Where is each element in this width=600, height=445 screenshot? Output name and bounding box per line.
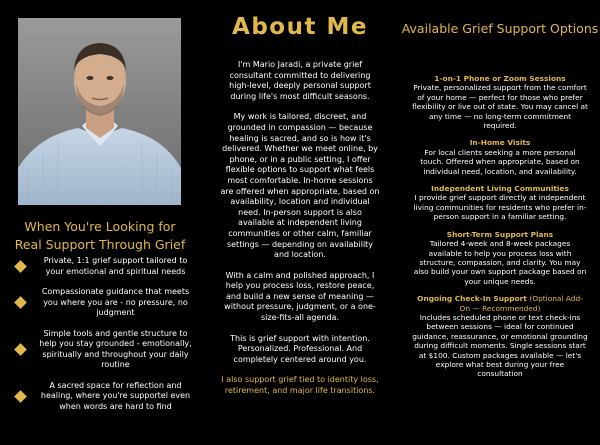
option-item <box>412 184 588 222</box>
benefits-list <box>14 256 196 422</box>
options-heading: Available Grief Support Options <box>401 21 599 36</box>
option-subtitle: (Optional Add-On — Recommended) <box>459 294 583 313</box>
middle-column <box>200 0 400 445</box>
option-text: I provide grief support directly at independent living communities for residents who prefer in-person support in a familiar setting. <box>413 193 587 222</box>
about-paragraph: With a calm and polished approach, I help you process loss, restore peace, and build a new sense of meaning — without pressure, judgment, or a one-size-fits-all agenda. <box>224 270 376 323</box>
about-paragraph: My work is tailored, discreet, and grounded in compassion — because healing is sacred, and so is how it's delivered. Whether we meet online, by phone, or in a public setting, I offer flexible options to support what feels most comfortable. In-home sessions are offered when appropriate, based on availability, location and individual need. In-person support is also available at independent living communities or other calm, familiar settings — depending on availability and location. <box>220 112 380 260</box>
option-text: Includes scheduled phone or text check-ins between sessions — ideal for continued guidance, reassurance, or emotional grounding during difficult moments. Single sessions start at $100. Custom packages available — let's explore what best during your free consultation <box>412 312 588 379</box>
option-item <box>412 138 588 176</box>
option-text: Private, personalized support from the comfort of your home — perfect for those who prefer flexibility or live out of state. You may cancel at any time — no long-term commitment required. <box>412 83 588 131</box>
about-closing: I also support grief tied to identity loss, retirement, and major life transitions. <box>221 375 379 396</box>
about-heading: About Me <box>232 14 368 40</box>
list-item-text: Compassionate guidance that meets you where you are - no pressure, no judgment <box>41 287 190 317</box>
option-title: Short-Term Support Plans <box>446 229 554 239</box>
diamond-bullet-icon <box>14 296 27 309</box>
list-item <box>14 329 196 371</box>
option-item <box>412 74 588 130</box>
list-item <box>14 287 196 319</box>
option-text: Tailored 4-week and 8-week packages available to help you process loss with structure, compassion, and clarity. You may also build your own support package based on your unique needs. <box>413 239 587 286</box>
diamond-bullet-icon <box>14 260 27 273</box>
list-item-text: A sacred space for reflection and healing, where you're supportel even when words are hard to find <box>40 380 191 411</box>
option-text: For local clients seeking a more personal touch. Offered when appropriate, based on individual need, location, and availability. <box>420 147 580 176</box>
option-title: Ongoing Check-In Support <box>417 294 527 304</box>
option-title: 1-on-1 Phone or Zoom Sessions <box>434 74 566 83</box>
list-item-text: Private, 1:1 grief support tailored to your emotional and spiritual needs <box>43 256 188 276</box>
option-title-wrap <box>412 294 588 313</box>
option-item <box>412 230 588 286</box>
left-heading: When You're Looking for Real Support Through Grief <box>14 219 186 252</box>
right-column <box>400 0 600 445</box>
option-title: Independent Living Communities <box>431 184 569 194</box>
about-paragraph: This is grief support with intention. Personalized. Professional. And completely centered around you. <box>230 333 370 364</box>
option-title: In-Home Visits <box>469 138 531 148</box>
list-item <box>14 256 196 277</box>
option-item <box>412 294 588 379</box>
portrait-photo <box>18 18 181 205</box>
list-item-text: Simple tools and gentle structure to help you stay grounded - emotionally, spiritually and throughout your daily routine <box>39 328 192 369</box>
diamond-bullet-icon <box>14 343 27 356</box>
options-list <box>412 74 588 387</box>
about-paragraph: I'm Mario Jaradi, a private grief consultant committed to delivering high-level, deeply personal support during life's most difficult seasons. <box>229 60 371 101</box>
list-item <box>14 381 196 413</box>
about-body <box>220 60 380 407</box>
left-column <box>0 0 200 445</box>
diamond-bullet-icon <box>14 390 27 403</box>
